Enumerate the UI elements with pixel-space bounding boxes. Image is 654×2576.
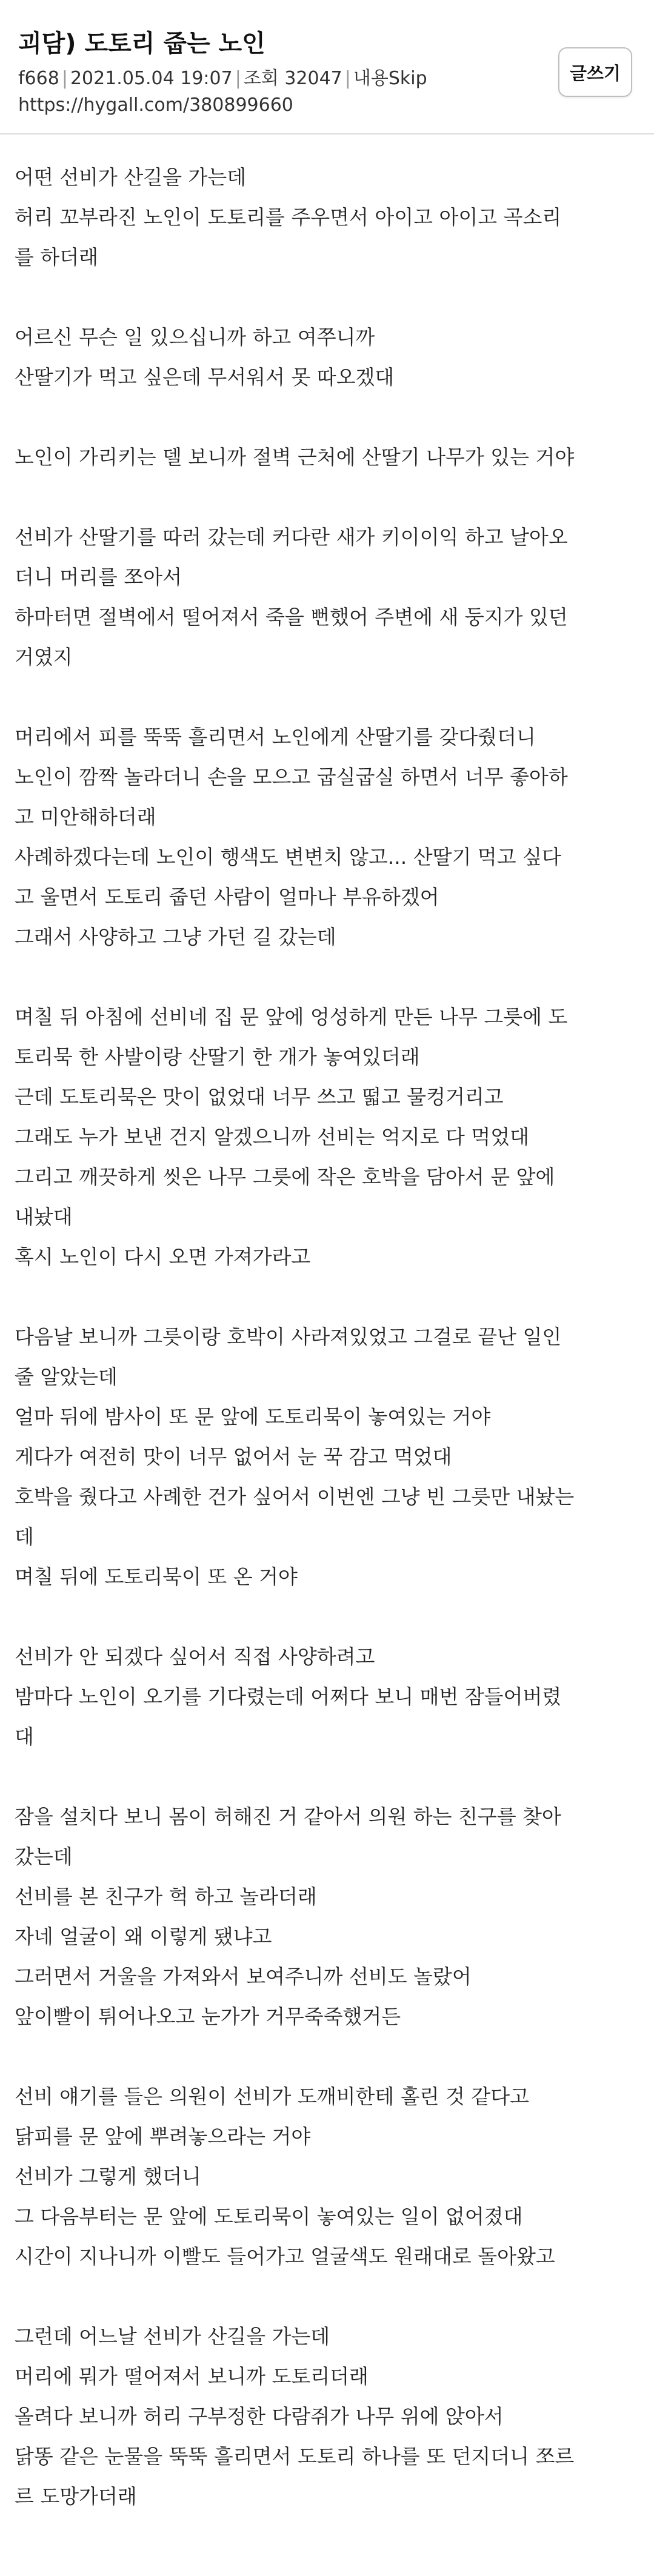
- body-line: 시간이 지나니까 이빨도 들어가고 얼굴색도 원래대로 돌아왔고: [15, 2245, 555, 2268]
- views-label: 조회: [243, 68, 279, 89]
- body-line: 그런데 어느날 선비가 산길을 가는데: [15, 2325, 330, 2348]
- body-line: 노인이 깜짝 놀라더니 손을 모으고 굽실굽실 하면서 너무 좋아하: [15, 765, 568, 789]
- blank-line: [15, 477, 636, 517]
- body-line: 거였지: [15, 645, 73, 669]
- body-line: 고 미안해하더래: [15, 805, 156, 829]
- body-line: 밤마다 노인이 오기를 기다렸는데 어쩌다 보니 매번 잠들어버렸: [15, 1685, 562, 1708]
- blank-line: [15, 1757, 636, 1797]
- meta-separator: |: [61, 68, 68, 89]
- body-line: 선비 얘기를 들은 의원이 선비가 도깨비한테 홀린 것 같다고: [15, 2085, 529, 2108]
- body-line: 게다가 여전히 맛이 너무 없어서 눈 꾹 감고 먹었대: [15, 1445, 452, 1469]
- blank-line: [15, 2037, 636, 2077]
- body-line: 그 다음부터는 문 앞에 도토리묵이 놓여있는 일이 없어졌대: [15, 2205, 523, 2228]
- body-line: 호박을 줬다고 사례한 건가 싶어서 이번엔 그냥 빈 그릇만 내놨는: [15, 1485, 575, 1509]
- body-line: 줄 알았는데: [15, 1365, 118, 1389]
- blank-line: [15, 957, 636, 997]
- write-post-button[interactable]: 글쓰기: [558, 47, 632, 97]
- body-line: 그러면서 거울을 가져와서 보여주니까 선비도 놀랐어: [15, 1965, 472, 1988]
- body-line: 더니 머리를 쪼아서: [15, 565, 182, 589]
- body-line: 근데 도토리묵은 맛이 없었대 너무 쓰고 떫고 물컹거리고: [15, 1085, 504, 1109]
- body-line: 그래도 누가 보낸 건지 알겠으니까 선비는 억지로 다 먹었대: [15, 1125, 529, 1149]
- blank-line: [15, 1597, 636, 1637]
- body-line: 혹시 노인이 다시 오면 가져가라고: [15, 1245, 311, 1269]
- post-title: 괴담) 도토리 줍는 노인: [18, 30, 265, 58]
- body-line: 자네 얼굴이 왜 이렇게 됐냐고: [15, 1925, 272, 1948]
- body-line: 올려다 보니까 허리 구부정한 다람쥐가 나무 위에 앉아서: [15, 2405, 504, 2428]
- body-line: 선비가 그렇게 했더니: [15, 2165, 201, 2188]
- body-line: 머리에서 피를 뚝뚝 흘리면서 노인에게 산딸기를 갖다줬더니: [15, 725, 536, 749]
- blank-line: [15, 1277, 636, 1317]
- blank-line: [15, 2277, 636, 2317]
- meta-separator: |: [344, 68, 351, 89]
- body-line: 닭피를 문 앞에 뿌려놓으라는 거야: [15, 2125, 311, 2148]
- body-line: 허리 꼬부라진 노인이 도토리를 주우면서 아이고 아이고 곡소리: [15, 205, 562, 229]
- body-line: 다음날 보니까 그릇이랑 호박이 사라져있었고 그걸로 끝난 일인: [15, 1325, 562, 1349]
- post-meta: [18, 65, 627, 92]
- body-line: 며칠 뒤에 도토리묵이 또 온 거야: [15, 1565, 298, 1588]
- body-line: 고 울면서 도토리 줍던 사람이 얼마나 부유하겠어: [15, 885, 439, 909]
- blank-line: [15, 397, 636, 437]
- body-line: 사례하겠다는데 노인이 행색도 변변치 않고... 산딸기 먹고 싶다: [15, 845, 561, 869]
- body-line: 선비가 안 되겠다 싶어서 직접 사양하려고: [15, 1645, 375, 1668]
- views-count: 32047: [284, 68, 342, 89]
- post-header: [0, 0, 654, 115]
- body-line: 며칠 뒤 아침에 선비네 집 문 앞에 엉성하게 만든 나무 그릇에 도: [15, 1005, 568, 1029]
- skip-content-link[interactable]: 내용Skip: [353, 68, 427, 89]
- body-line: 앞이빨이 튀어나오고 눈가가 거무죽죽했거든: [15, 2005, 401, 2028]
- body-line: 그래서 사양하고 그냥 가던 길 갔는데: [15, 925, 336, 949]
- body-line: 노인이 가리키는 델 보니까 절벽 근처에 산딸기 나무가 있는 거야: [15, 445, 575, 469]
- body-line: 얼마 뒤에 밤사이 또 문 앞에 도토리묵이 놓여있는 거야: [15, 1405, 491, 1429]
- body-line: 그리고 깨끗하게 씻은 나무 그릇에 작은 호박을 담아서 문 앞에: [15, 1165, 555, 1189]
- post-author[interactable]: f668: [18, 68, 59, 89]
- meta-separator: |: [235, 68, 241, 89]
- blank-line: [15, 677, 636, 717]
- body-line: 어르신 무슨 일 있으십니까 하고 여쭈니까: [15, 325, 375, 349]
- post-date: 2021.05.04 19:07: [70, 68, 233, 89]
- body-line: 닭똥 같은 눈물을 뚝뚝 흘리면서 도토리 하나를 또 던지더니 쪼르: [15, 2445, 575, 2468]
- post-url[interactable]: https://hygall.com/380899660: [18, 95, 293, 116]
- body-line: 를 하더래: [15, 245, 99, 269]
- body-line: 머리에 뭐가 떨어져서 보니까 도토리더래: [15, 2365, 369, 2388]
- body-line: 잠을 설치다 보니 몸이 허해진 거 같아서 의원 하는 친구를 찾아: [15, 1805, 561, 1828]
- body-line: 산딸기가 먹고 싶은데 무서워서 못 따오겠대: [15, 365, 395, 389]
- body-line: 어떤 선비가 산길을 가는데: [15, 165, 247, 189]
- body-line: 데: [15, 1525, 34, 1549]
- body-line: 대: [15, 1725, 34, 1748]
- body-line: 르 도망가더래: [15, 2485, 137, 2508]
- body-line: 선비를 본 친구가 헉 하고 놀라더래: [15, 1885, 317, 1908]
- body-line: 토리묵 한 사발이랑 산딸기 한 개가 놓여있더래: [15, 1045, 420, 1069]
- body-line: 내놨대: [15, 1205, 73, 1229]
- blank-line: [15, 277, 636, 317]
- body-line: 갔는데: [15, 1845, 73, 1868]
- post-body: [0, 134, 654, 2517]
- body-line: 선비가 산딸기를 따러 갔는데 커다란 새가 키이이익 하고 날아오: [15, 525, 568, 549]
- body-line: 하마터면 절벽에서 떨어져서 죽을 뻔했어 주변에 새 둥지가 있던: [15, 605, 568, 629]
